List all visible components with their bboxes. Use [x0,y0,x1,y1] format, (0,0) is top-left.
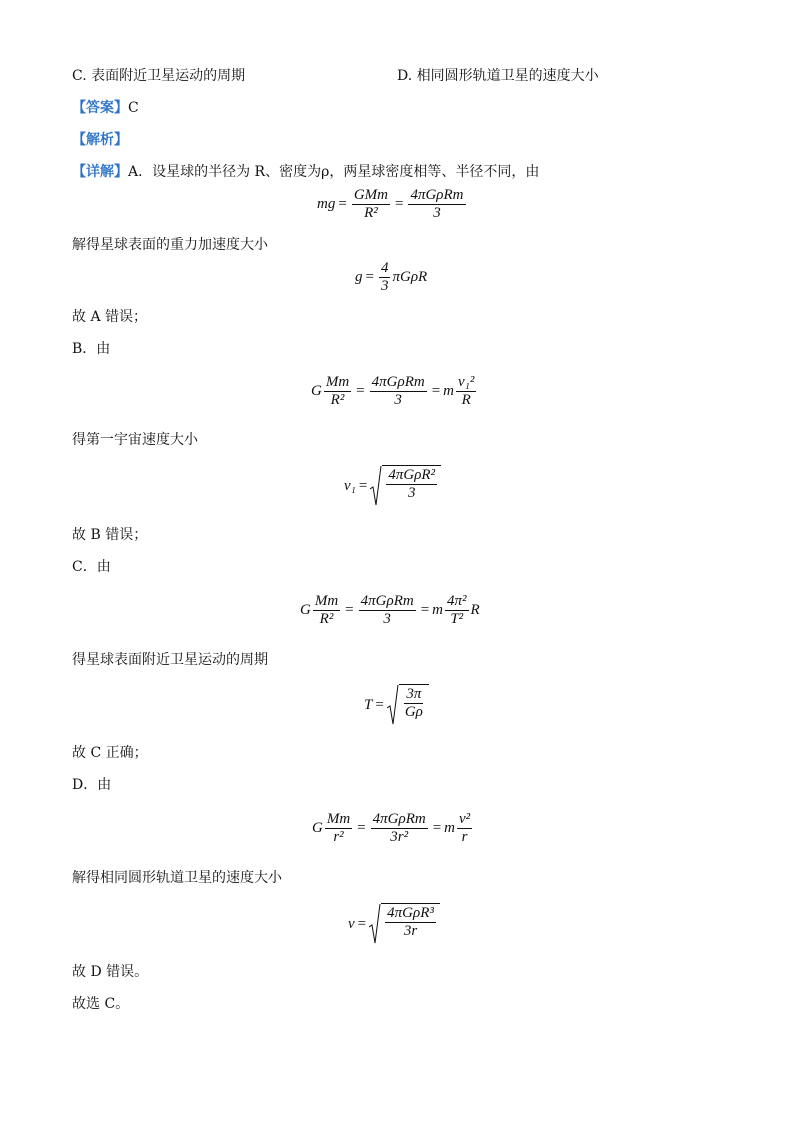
eq1-num2: 4πGρRm [410,187,464,203]
eq7-den1: r² [333,829,344,845]
option-c: C. 表面附近卫星运动的周期 [72,68,246,84]
eq5-g: G [300,602,311,618]
detail-intro-line [72,163,539,181]
eq5-tail: R [470,602,480,618]
eq3-m: m [443,383,454,399]
radical-icon [370,465,382,507]
eq1-num1: GMm [353,187,388,203]
eq6-num: 3π [406,686,422,702]
a-wrong: 故 A 错误； [72,309,148,325]
eq3-num3: v₁² [458,374,475,390]
equation-2: g = $\frac{4}{3}$ πGρR [355,260,428,294]
equation-3: G $\frac{Mm}{\text{R²}}$ = $\frac{\text{4πGρRm}}{3}$ = m $\frac{\text{v₁²}}{R}$ [311,374,475,408]
c-right: 故 C 正确； [72,745,148,761]
eq1-den2: 3 [433,205,441,221]
eq7-m: m [444,820,455,836]
d-wrong: 故 D 错误。 [72,964,149,980]
eq4-den: 3 [407,485,416,501]
answer-line [72,99,139,117]
eq2-lhs: g [355,269,363,285]
equation-7: G $\frac{Mm}{\text{r²}}$ = $\frac{\text{4πGρRm}}{\text{3r²}}$ = m $\frac{\text{v²}}{r}$ [312,811,471,845]
eq1-den1: R² [364,205,378,221]
eq5-m: m [432,602,443,618]
sqrt-2 [387,684,429,726]
eq1-lhs: mg [317,196,336,212]
eq7-g: G [312,820,323,836]
eq5-num1: Mm [314,593,339,609]
equation-6: T = $\frac{3\pi}{G\rho}$ [364,684,429,726]
equation-5: G $\frac{Mm}{\text{R²}}$ = $\frac{\text{4πGρRm}}{3}$ = m $\frac{\text{4π²}}{\text{T²}}$ R [300,593,480,627]
eq5-den1: R² [319,611,334,627]
text-c: 得星球表面附近卫星运动的周期 [72,652,268,668]
eq7-num2: 4πGρRm [372,811,426,827]
eq2-num: 4 [380,260,389,276]
sqrt-1 [370,465,441,507]
eq5-den3: T² [450,611,464,627]
eq6-lhs: T [364,696,373,713]
eq7-num3: v² [459,811,471,827]
equation-1: mg = $\frac{\text{GMm}}{\text{R²}}$ = $\frac{\text{4πGρRm}}{3}$ [317,187,464,221]
analysis-label [72,131,128,149]
d-head: D．由 [72,777,112,793]
radical-icon [387,684,399,726]
choose-line: 故选 C。 [72,996,130,1012]
eq3-den3: R [461,392,471,408]
eq2-rest: πGρR [392,269,428,285]
eq7-den3: r [461,829,468,845]
eq3-num2: 4πGρRm [371,374,425,390]
c-head: C．由 [72,559,111,575]
radical-icon [369,903,381,945]
answer-value: C [128,100,139,116]
eq6-den: Gρ [404,704,423,720]
equation-4: v₁ = $\frac{\text{4πGρR²}}{3}$ [344,465,441,507]
eq5-num3: 4π² [447,593,467,609]
option-d: D. 相同圆形轨道卫星的速度大小 [397,68,599,84]
eq7-num1: Mm [326,811,351,827]
eq3-g: G [311,383,322,399]
answer-label: 【答案】 [72,100,128,116]
detail-intro: A．设星球的半径为 R、密度为ρ，两星球密度相等、半径不同，由 [128,164,540,180]
eq8-lhs: v [348,915,355,932]
text-b: 得第一宇宙速度大小 [72,432,198,448]
analysis-label-text: 【解析】 [72,132,128,148]
eq8-num: 4πGρR³ [387,905,434,921]
eq3-num1: Mm [325,374,350,390]
eq7-den2: 3r² [390,829,409,845]
text-d: 解得相同圆形轨道卫星的速度大小 [72,870,282,886]
b-wrong: 故 B 错误； [72,527,148,543]
eq5-num2: 4πGρRm [360,593,414,609]
detail-label: 【详解】 [72,164,128,180]
eq2-den: 3 [380,278,389,294]
text-a: 解得星球表面的重力加速度大小 [72,237,268,253]
sqrt-3 [369,903,440,945]
eq5-den2: 3 [383,611,391,627]
eq3-den2: 3 [394,392,402,408]
eq4-lhs: v₁ [344,477,356,494]
eq4-num: 4πGρR² [388,467,436,483]
eq8-den: 3r [403,923,418,939]
equation-8: v = $\frac{\text{4πGρR³}}{3r}$ [348,903,440,945]
b-head: B．由 [72,341,111,357]
eq3-den1: R² [330,392,345,408]
